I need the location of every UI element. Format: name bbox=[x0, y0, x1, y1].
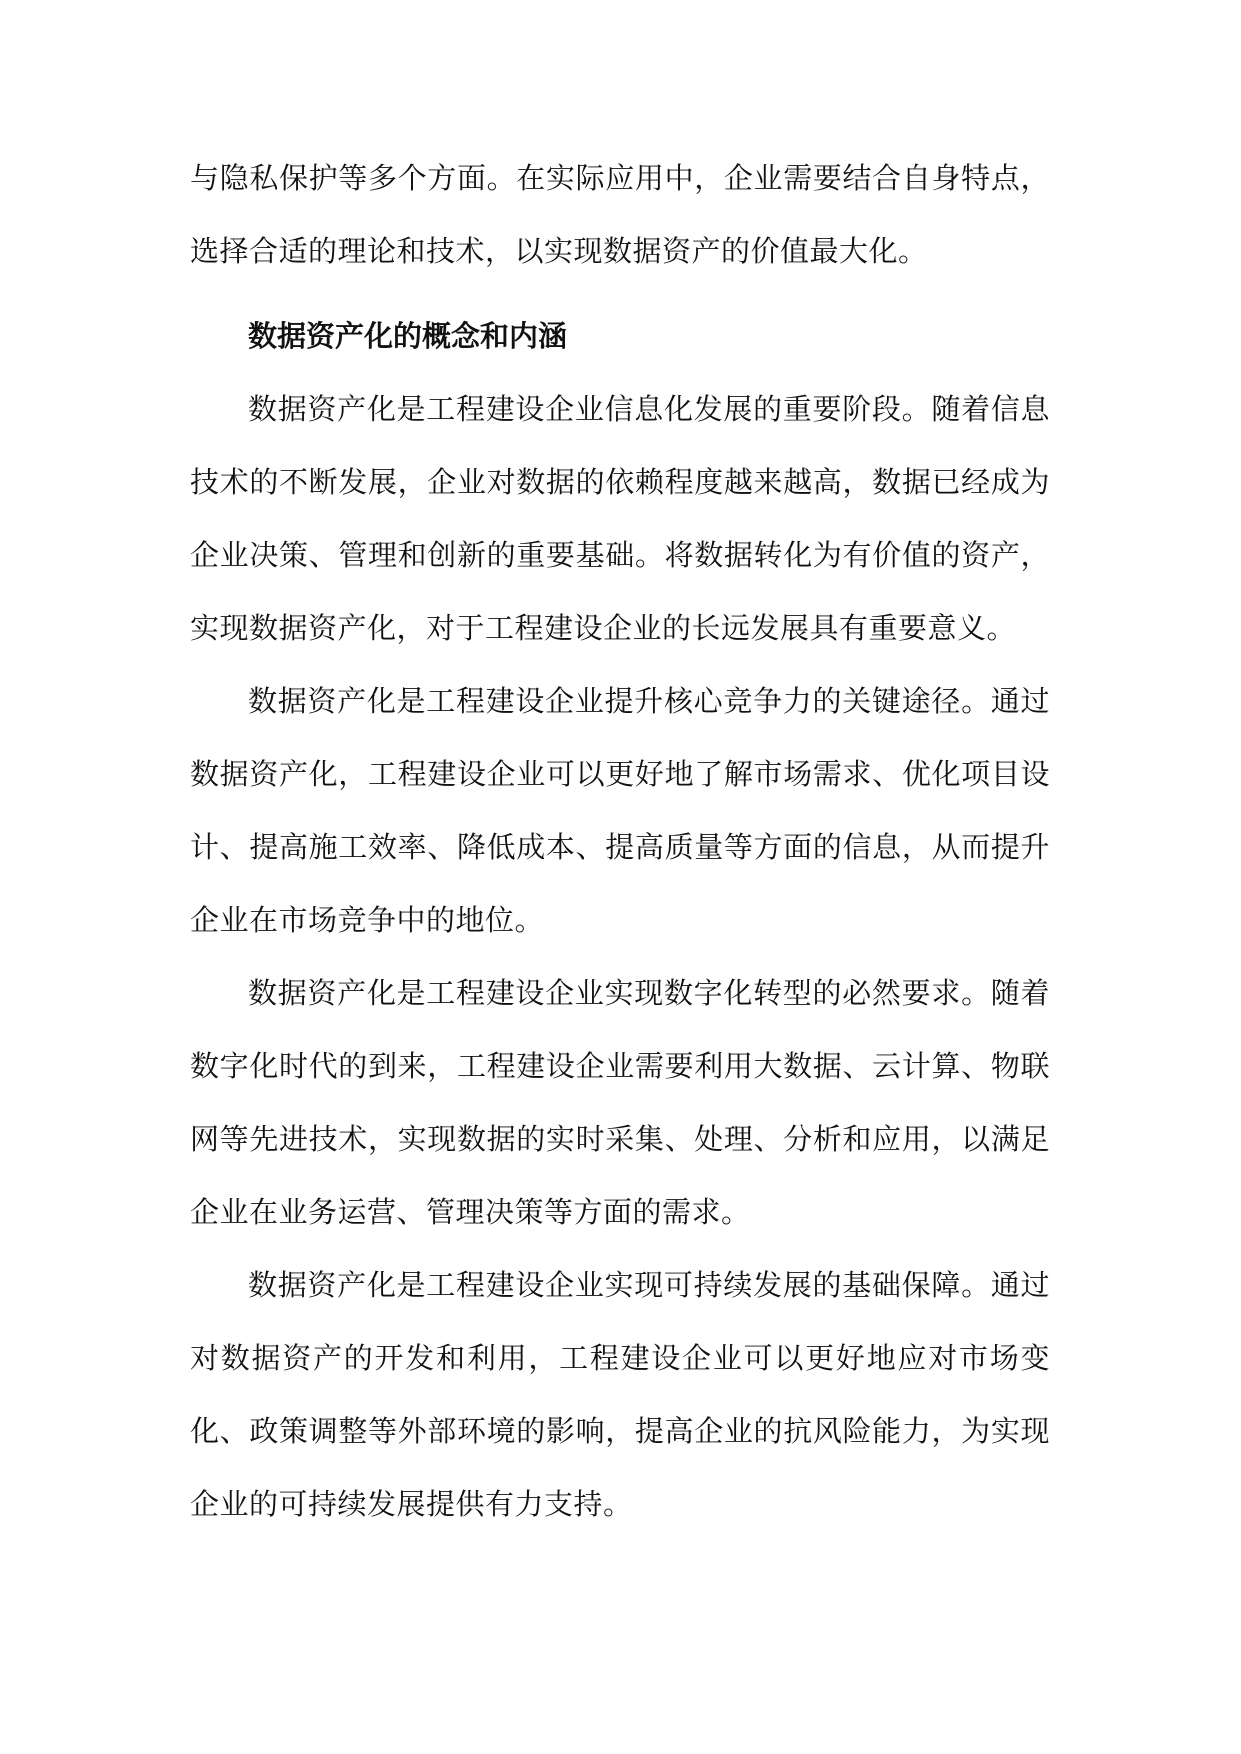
body-paragraph-1: 数据资产化是工程建设企业信息化发展的重要阶段。随着信息技术的不断发展，企业对数据的依赖程度越来越高，数据已经成为企业决策、管理和创新的重要基础。将数据转化为有价值的资产，实现数据资产化，对于工程建设企业的长远发展具有重要意义。 bbox=[190, 392, 1050, 645]
body-paragraph-3: 数据资产化是工程建设企业实现数字化转型的必然要求。随着数字化时代的到来，工程建设企业需要利用大数据、云计算、物联网等先进技术，实现数据的实时采集、处理、分析和应用，以满足企业在业务运营、管理决策等方面的需求。 bbox=[190, 976, 1050, 1229]
body-paragraph-4: 数据资产化是工程建设企业实现可持续发展的基础保障。通过对数据资产的开发和利用，工程建设企业可以更好地应对市场变化、政策调整等外部环境的影响，提高企业的抗风险能力，为实现企业的可持续发展提供有力支持。 bbox=[190, 1268, 1050, 1521]
intro-paragraph: 与隐私保护等多个方面。在实际应用中，企业需要结合自身特点，选择合适的理论和技术，以实现数据资产的价值最大化。 bbox=[190, 161, 1050, 268]
section-heading: 数据资产化的概念和内涵 bbox=[248, 319, 568, 353]
body-paragraph-2: 数据资产化是工程建设企业提升核心竞争力的关键途径。通过数据资产化，工程建设企业可以更好地了解市场需求、优化项目设计、提高施工效率、降低成本、提高质量等方面的信息，从而提升企业在市场竞争中的地位。 bbox=[190, 684, 1050, 937]
document-body bbox=[190, 142, 1050, 1541]
